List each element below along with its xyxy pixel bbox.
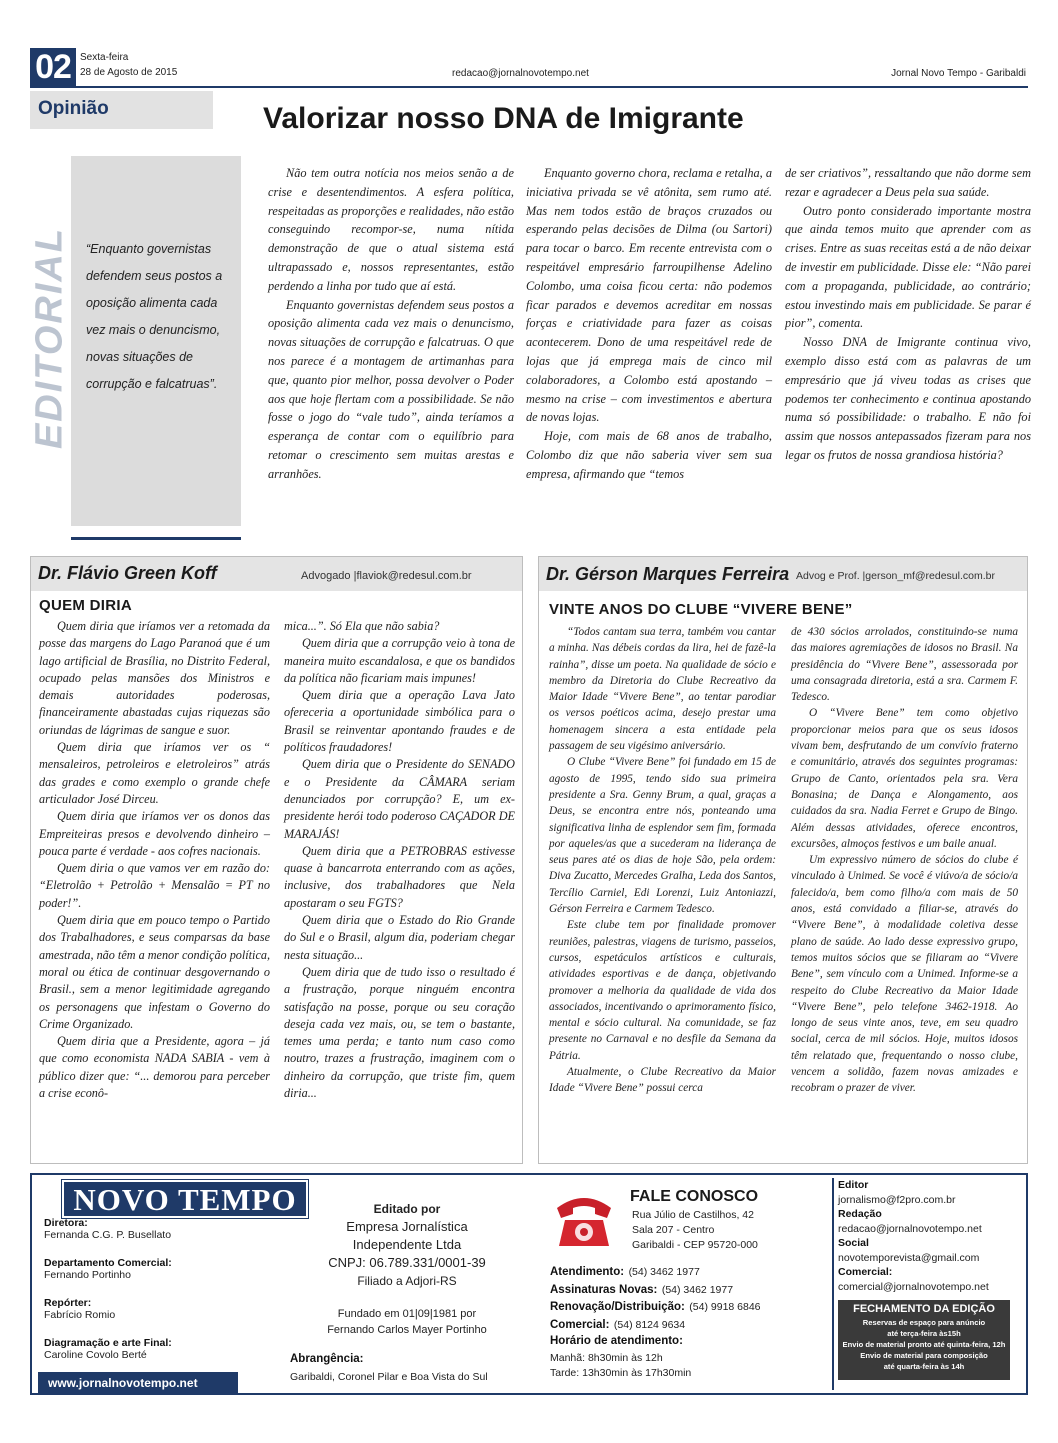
founded-line: Fundado em 01|09|1981 por <box>337 1308 477 1320</box>
column-right-role: Advog e Prof. |gerson_mf@redesul.com.br <box>796 570 995 582</box>
founded-info <box>297 1306 517 1338</box>
phone-value[interactable]: (54) 3462 1977 <box>661 1283 734 1296</box>
column-left-text-2 <box>284 618 515 1102</box>
editorial-label-text: EDITORIAL <box>28 226 71 450</box>
phone-label: Assinaturas Novas: <box>550 1283 658 1296</box>
paragraph: Outro ponto considerado importante mostra que ainda temos muito que aprender com as crises. Entre as suas receitas está a de não deixar de investir em publicidade. Disse ele: “Não parei com a propaganda, publicidade, ao contrário; estou investindo mais em publicidade. Se parar é pior”, comenta. <box>785 203 1031 331</box>
paragraph: de ser criativos”, ressaltando que não dorme sem rezar e agradecer a Deus pela sua saúde. <box>785 166 1031 199</box>
phone-entry <box>550 1263 830 1281</box>
paragraph: de 430 sócios arrolados, constituindo-se numa das maiores agremiações de idosos no Brasil. Na presidência do “Vivere Bene”, assessorada por uma consagrada diretoria, está a sra. Carmem F. Tedesco. <box>791 626 1018 704</box>
closing-line: até quarta-feira às 14h <box>883 1362 965 1371</box>
paragraph: Quem diria que em pouco tempo o Partido dos Trabalhadores, e seus comparsas da base amestrada, não têm a menor condição política, moral ou ética de continuar desgovernando o Brasil., sem a menor legitimidade agregando os personagens que infestam o Governo do Crime Organizado. <box>39 913 270 1031</box>
paragraph: Quem diria que de tudo isso o resultado é a frustração, porque ninguém encontra satisfação na posse, porque ou seu coração deseja cada vez mais, ou, se tem o bastante, temes uma perda; e tanto num caso como noutro, trazes a frustração, imaginem com o dinheiro da corrupção, que triste fim, quem diria... <box>284 964 515 1101</box>
column-left-author: Dr. Flávio Green Koff <box>38 563 217 583</box>
editorial-column-1 <box>268 164 514 484</box>
column-right-text-1 <box>549 624 776 1097</box>
header-weekday: Sexta-feira <box>80 52 129 63</box>
address-line: Rua Júlio de Castilhos, 42 <box>632 1209 754 1221</box>
phone-value[interactable]: (54) 8124 9634 <box>613 1318 686 1331</box>
email-label: Editor <box>838 1179 869 1191</box>
paragraph: O “Vivere Bene” tem como objetivo proporcionar meios para que os seus idosos vivam bem, desfrutando de um convívio fraterno e comunitário, através dos seguintes programas: Grupo de Canto, orientados pela sra. Vera Bonasina; de Dança e Alongamento, aos cuidados da sra. Nadia Ferret e Grupo de Bingo. Além dessas atividades, oferece encontros, excursões, almoços festivos e um baile anual. <box>791 707 1018 850</box>
staff-label: Repórter: <box>44 1297 92 1309</box>
phone-label: Atendimento: <box>550 1266 625 1278</box>
paragraph: mica...”. Só Ela que não sabia? <box>284 619 440 633</box>
paragraph: Quem diria que o Presidente do SENADO e o Presidente da CÂMARA seriam denunciados por corrupção? E, um ex-presidente herói todo poderoso CAÇADOR DE MARAJÁS! <box>284 757 515 841</box>
email-value[interactable]: jornalismo@f2pro.com.br <box>838 1193 956 1206</box>
header-publication: Jornal Novo Tempo - Garibaldi <box>891 68 1026 79</box>
paragraph: Quem diria que o Estado do Rio Grande do Sul e o Brasil, algum dia, poderiam chegar nesta situação... <box>284 913 515 962</box>
phone-label: Comercial: <box>550 1318 610 1331</box>
footer-divider <box>832 1178 834 1390</box>
email-list <box>838 1178 1018 1294</box>
publisher-line: Independente Ltda <box>352 1237 462 1252</box>
paragraph: Quem diria que a operação Lava Jato ofereceria a oportunidade simbólica para o Brasil se reinventar apontando fraudes e de políticos fraudadores! <box>284 688 515 755</box>
paragraph: Nosso DNA de Imigrante continua vivo, exemplo disso está com as palavras de um empresário que já viveu todas as crises que podemos ter conhecimento e continua apostando numa só possibilidade: o trabalho. E não foi assim que nossos antepassados fizeram para nos legar os frutos de nossa grandiosa história? <box>785 335 1031 462</box>
staff-value: Fernanda C.G. P. Busellato <box>44 1229 172 1241</box>
paragraph: O Clube “Vivere Bene” foi fundado em 15 de agosto de 1995, tendo sido sua primeira presidente a Sra. Genny Brum, a qual, graças a Deus, se encontra entre nós, ponteando uma significativa linha de esplendor sem fim, formada por aqueles/as que a sucederam na liderança de seus pares até os dias de hoje São, pela ordem: Diva Zucatto, Mercedes Gralha, Leda dos Santos, Tercílio Carniel, Edi Lorenzi, Luiz Antoniazzi, Gérson Ferreira e Carmem Tedesco. <box>549 756 776 916</box>
paragraph: Atualmente, o Clube Recreativo da Maior Idade “Vivere Bene” possui cerca <box>549 1066 776 1095</box>
paragraph: Não tem outra notícia nos meios senão a de crise e desentendimentos. A esfera política, respeitadas as proporções e realidades, não estão conseguindo recompor-se, numa nítida demonstração de que o atual sistema está ultrapassado e, nossos representantes, estão perdendo a linha por tudo que aí está. <box>268 166 514 293</box>
section-label: Opinião <box>38 98 109 119</box>
phone-list <box>550 1263 830 1333</box>
paragraph: Quem diria que iríamos ver os “ mensaleiros, petroleiros e eletroleiros” atrás das grades e como exemplo o grande chefe articulador José Dirceu. <box>39 740 270 806</box>
email-value[interactable]: redacao@jornalnovotempo.net <box>838 1222 982 1235</box>
closing-details <box>838 1315 1010 1372</box>
closing-line: Reservas de espaço para anúncio <box>862 1318 986 1327</box>
paragraph: Enquanto governo chora, reclama e retalha, a iniciativa privada se vê atônita, sem rumo até. Mas nem todos estão de braços cruzados ou esperando pelas decisões de Dilma (ou Sartori) para tocar o barco. Em recente entrevista com o respeitável empresário farroupilhense Adelino Colombo, uma coisa ficou certa: não podemos ficar parados e devemos acreditar em nossas forças e criatividade para fazer as coisas acontecerem. Dono de uma respeitável rede de lojas que já emprega mais de cinco mil colaboradores, a Colombo está apostando – mesmo na crise – com investimentos e abertura de novas lojas. <box>526 166 772 425</box>
hours-label: Horário de atendimento: <box>550 1335 683 1347</box>
coverage-label: Abrangência: <box>290 1353 364 1365</box>
phone-entry <box>550 1281 830 1299</box>
paragraph: Quem diria o que vamos ver em razão do: “Eletrolão + Petrolão + Mensalão = PT no poder!”. <box>39 861 270 910</box>
phone-entry <box>550 1298 830 1316</box>
header-date: 28 de Agosto de 2015 <box>80 67 178 78</box>
staff-value: Fabrício Romio <box>44 1309 116 1321</box>
staff-label: Diagramação e arte Final: <box>44 1337 172 1349</box>
novo-tempo-logo: NOVO TEMPO <box>62 1180 308 1218</box>
staff-entry <box>44 1297 274 1337</box>
editorial-column-3 <box>785 164 1031 465</box>
header-rule <box>30 86 1028 88</box>
paragraph: Quem diria que iríamos ver os donos das Empreiteiras presos e devolvendo dinheiro – pouca parte é verdade - aos cofres nacionais. <box>39 809 270 858</box>
website-link[interactable]: www.jornalnovotempo.net <box>38 1372 238 1394</box>
paragraph: Quem diria que iríamos ver a retomada da posse das margens do Lago Paranoá que é um lago artificial de Brasília, no Distrito Federal, ocupado pelas mansões dos Ministros e demais autoridades poderosas, financeiramente abastadas cujas riquezas são oriundas de lágrimas de sangue e suor. <box>39 619 270 737</box>
contact-title: FALE CONOSCO <box>630 1188 759 1205</box>
email-label: Redação <box>838 1208 882 1220</box>
header-email[interactable]: redacao@jornalnovotempo.net <box>452 68 589 79</box>
hours-line: Tarde: 13h30min às 17h30min <box>550 1367 692 1379</box>
column-right-author: Dr. Gérson Marques Ferreira <box>546 564 790 584</box>
coverage-value: Garibaldi, Coronel Pilar e Boa Vista do Sul <box>290 1371 488 1383</box>
publisher-line: Empresa Jornalística <box>346 1219 468 1234</box>
founded-line: Fernando Carlos Mayer Portinho <box>327 1324 487 1336</box>
address-line: Garibaldi - CEP 95720-000 <box>632 1239 758 1251</box>
paragraph: Quem diria que a PETROBRAS estivesse quase à bancarrota enterrando com as ações, inclusive, dos trabalhadores que Nela apostaram o seu FGTS? <box>284 843 515 910</box>
email-value[interactable]: comercial@jornalnovotempo.net <box>838 1280 989 1293</box>
editorial-underline <box>71 537 241 540</box>
staff-entry <box>44 1337 274 1377</box>
phone-entry <box>550 1316 830 1334</box>
paragraph: Quem diria que a corrupção veio à tona de maneira muito escandalosa, e que os bandidos da política não ficariam mais impunes! <box>284 636 515 685</box>
editorial-column-2 <box>526 164 772 484</box>
paragraph: Hoje, com mais de 68 anos de trabalho, Colombo diz que não saberia viver sem sua empresa, afirmando que “temos <box>526 429 772 481</box>
hours <box>550 1351 691 1381</box>
staff-entry <box>44 1257 274 1297</box>
staff-value: Caroline Covolo Berté <box>44 1349 147 1361</box>
column-left-role: Advogado |flaviok@redesul.com.br <box>301 570 472 582</box>
edited-by-label: Editado por <box>373 1202 441 1216</box>
staff-label: Diretora: <box>44 1217 88 1229</box>
editorial-vertical-label <box>28 226 71 450</box>
phone-value[interactable]: (54) 9918 6846 <box>689 1301 761 1313</box>
closing-line: Envio de material pronto até quinta-feira, 12h <box>842 1340 1006 1349</box>
column-right-text-2 <box>791 624 1018 1097</box>
publisher-line: Filiado a Adjori-RS <box>357 1274 457 1288</box>
column-right-title: VINTE ANOS DO CLUBE “VIVERE BENE” <box>549 601 853 618</box>
email-value[interactable]: novotemporevista@gmail.com <box>838 1251 980 1264</box>
publisher-line: CNPJ: 06.789.331/0001-39 <box>328 1255 486 1270</box>
closing-line: Envio de material para composição <box>860 1351 988 1360</box>
closing-box <box>838 1300 1010 1380</box>
paragraph: Enquanto governistas defendem seus postos a oposição alimenta cada vez mais o denuncismo, novas situações de corrupção e falcatruas. O que nos parece é a montagem de artimanhas para que, quanto pior melhor, possa devolver o Poder aos que hoje flertam com a possibilidade. Se não fosse o jogo do “vale tudo”, ainda teríamos a esperança de contar com o equilíbrio para retomar o crescimento sem muitas arestas e arranhões. <box>268 297 514 481</box>
publisher-info <box>307 1218 507 1290</box>
phone-label: Renovação/Distribuição: <box>550 1301 685 1313</box>
page-number: 02 <box>30 48 76 86</box>
telephone-icon <box>551 1186 617 1250</box>
phone-value[interactable]: (54) 3462 1977 <box>628 1266 700 1278</box>
column-left-text-1 <box>39 618 270 1102</box>
paragraph: Quem diria que a Presidente, agora – já que como economista NADA SABIA - vem à público dizer que: “... demorou para perceber a crise econô- <box>39 1034 270 1101</box>
editorial-headline: Valorizar nosso DNA de Imigrante <box>263 102 744 135</box>
paragraph: “Todos cantam sua terra, também vou cantar a minha. Nas débeis cordas da lira, hei de fazê-la rainha”, disse um poeta. Na qualidade de sócio e membro da Diretoria do Clube Recreativo da Maior Idade “Vivere Bene”, ao tentar parodiar os versos poéticos acima, desejo prestar uma homenagem sincera a esta entidade pela passagem de seu vigésimo aniversário. <box>549 626 776 753</box>
hours-line: Manhã: 8h30min às 12h <box>550 1352 663 1364</box>
closing-line: até terça-feira às15h <box>887 1329 961 1338</box>
address <box>632 1208 758 1253</box>
staff-entry <box>44 1217 274 1257</box>
staff-value: Fernando Portinho <box>44 1269 131 1281</box>
paragraph: Este clube tem por finalidade promover reuniões, palestras, viagens de turismo, passeios, cursos, espetáculos artísticos e culturais, atividades esportivas e de dança, objetivando promover a melhoria da qualidade de vida dos associados, incentivando o aprimoramento físico, mental e sócio cultural. Na comunidade, se faz presente no Carnaval e no desfile da Semana da Pátria. <box>549 919 776 1062</box>
address-line: Sala 207 - Centro <box>632 1224 715 1236</box>
email-label: Social <box>838 1237 869 1249</box>
email-label: Comercial: <box>838 1266 893 1278</box>
staff-label: Departamento Comercial: <box>44 1257 172 1269</box>
closing-title: FECHAMENTO DA EDIÇÃO <box>853 1303 995 1315</box>
editorial-quote: “Enquanto governistas defendem seus postos a oposição alimenta cada vez mais o denuncismo, novas situações de corrupção e falcatruas”. <box>86 242 223 391</box>
paragraph: Um expressivo número de sócios do clube é vinculado à Unimed. Se você é viúvo/a de sócio/a falecido/a, bem como filho/a com mais de 50 anos, está convidado a filiar-se, através do “Vivere Bene”, à modalidade coletiva desse plano de saúde. Ao lado desse expressivo grupo, temos muitos sócios que se filiaram ao “Vivere Bene”, sem vínculo com a Unimed. Informe-se a respeito do Clube Recreativo da Maior Idade “Vivere Bene”, pelo telefone 3462-1918. Ao longo de seus vinte anos, teve, em seu quadro social, cerca de mil sócios. Hoje, muitos idosos têm relatado que, frequentando o nosso clube, vencem a solidão, fazem novas amizades e recobram o prazer de viver. <box>791 854 1018 1095</box>
column-left-title: QUEM DIRIA <box>39 597 132 614</box>
staff-list <box>44 1217 274 1377</box>
